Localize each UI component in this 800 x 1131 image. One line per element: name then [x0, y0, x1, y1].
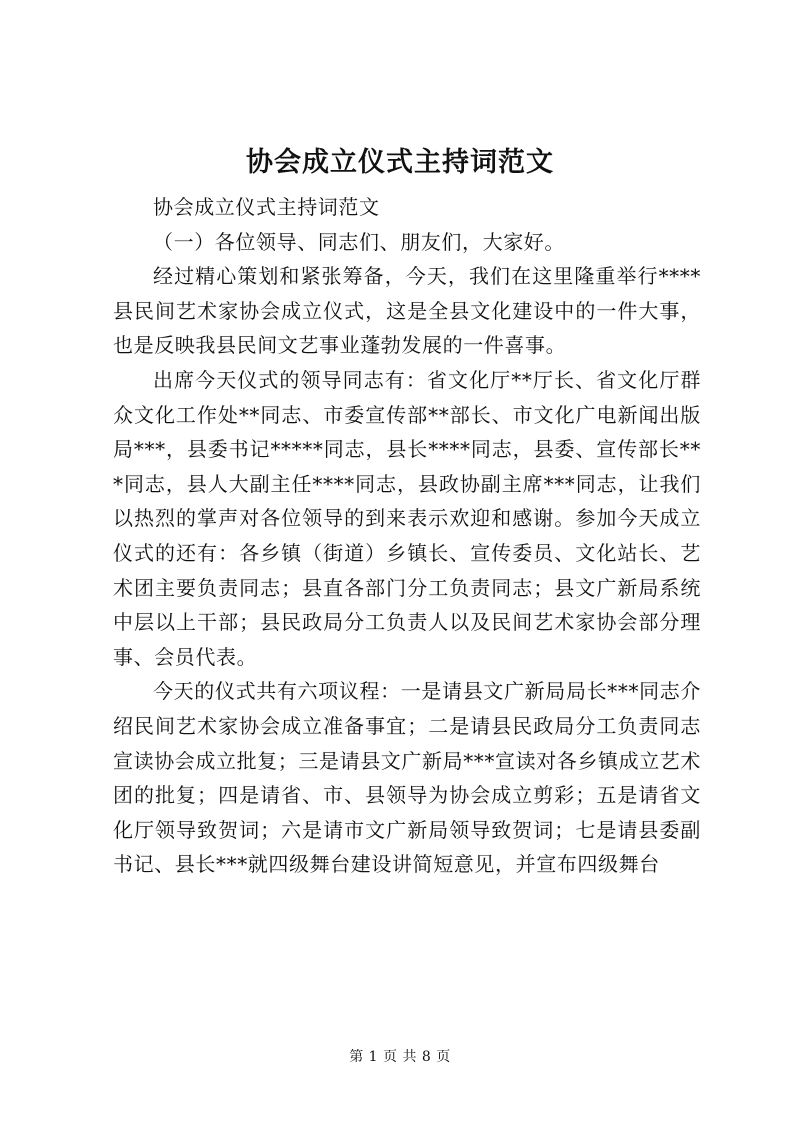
paragraph-intro: 经过精心策划和紧张筹备，今天，我们在这里隆重举行****县民间艺术家协会成立仪式，这是全县文化建设中的一件大事，也是反映我县民间文艺事业蓬勃发展的一件喜事。	[113, 264, 701, 358]
paragraph-greeting: （一）各位领导、同志们、朋友们，大家好。	[153, 229, 565, 254]
document-body	[113, 190, 701, 882]
document-title: 协会成立仪式主持词范文	[246, 147, 554, 178]
paragraph-subtitle: 协会成立仪式主持词范文	[153, 195, 380, 219]
paragraph-agenda: 今天的仪式共有六项议程：一是请县文广新局局长***同志介绍民间艺术家协会成立准备事宜；二是请县民政局分工负责同志宣读协会成立批复；三是请县文广新局***宣读对各乡镇成立艺术团的批复；四是请省、市、县领导为协会成立剪彩；五是请省文化厅领导致贺词；六是请市文广新局领导致贺词；七是请县委副书记、县长***就四级舞台建设讲简短意见，并宣布四级舞台	[113, 679, 701, 877]
paragraph-attendees: 出席今天仪式的领导同志有：省文化厅**厅长、省文化厅群众文化工作处**同志、市委宣传部**部长、市文化广电新闻出版局***，县委书记*****同志，县长****同志，县委、宣传部长***同志，县人大副主任****同志，县政协副主席***同志，让我们以热烈的掌声对各位领导的到来表示欢迎和感谢。参加今天成立仪式的还有：各乡镇（街道）乡镇长、宣传委员、文化站长、艺术团主要负责同志；县直各部门分工负责同志；县文广新局系统中层以上干部；县民政局分工负责人以及民间艺术家协会部分理事、会员代表。	[113, 367, 701, 669]
page-number-footer: 第 1 页 共 8 页	[349, 1049, 451, 1065]
